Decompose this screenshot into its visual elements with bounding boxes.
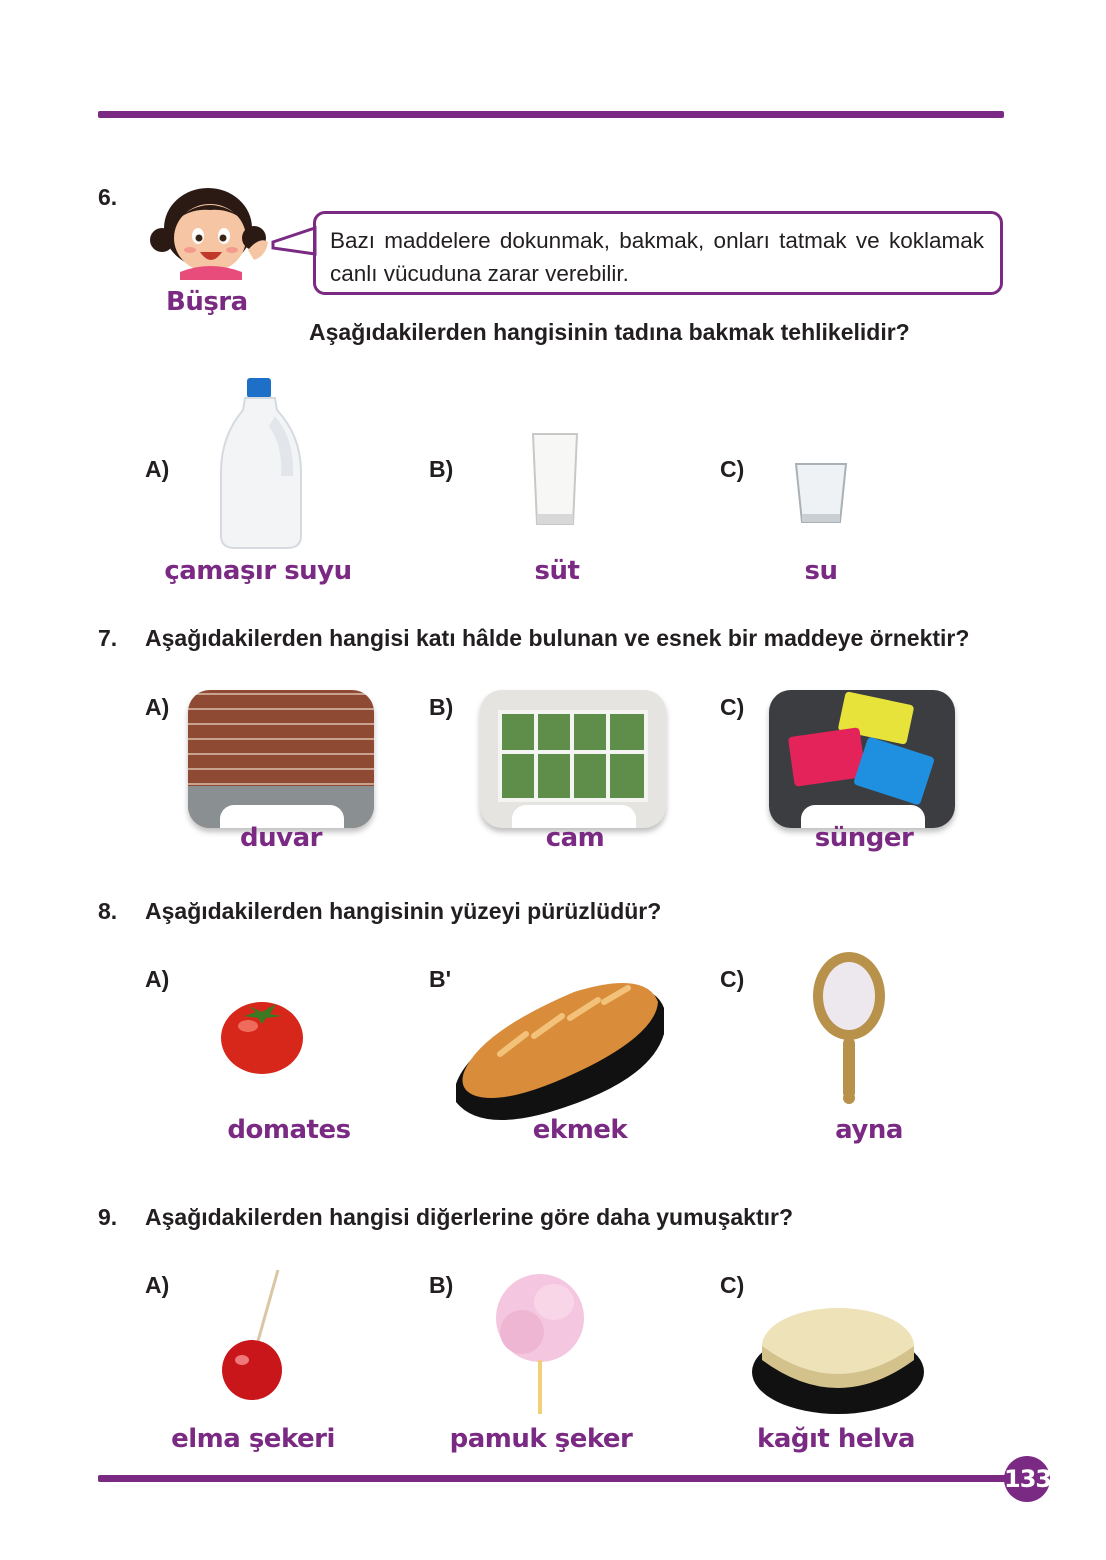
brick-wall-photo: [188, 690, 374, 828]
q7-option-a-label: duvar: [240, 823, 322, 853]
q9-option-c-label: kağıt helva: [757, 1424, 915, 1454]
q6-option-c-letter[interactable]: C): [720, 456, 745, 482]
girl-character-icon: [150, 180, 320, 280]
q6-option-b-label: süt: [534, 556, 580, 586]
q7-option-c-label: sünger: [814, 823, 914, 853]
q9-option-a-label: elma şekeri: [171, 1424, 335, 1454]
q8-option-c-label: ayna: [835, 1115, 903, 1145]
q7-option-c-letter[interactable]: C): [720, 694, 745, 720]
q9-option-b-letter[interactable]: B): [429, 1272, 454, 1298]
q7-option-b-label: cam: [545, 823, 605, 853]
hand-mirror-icon: [808, 948, 890, 1104]
water-glass-icon: [794, 462, 848, 524]
window-photo: [480, 690, 666, 828]
q8-option-a-letter[interactable]: A): [145, 966, 170, 992]
question-6-text: Aşağıdakilerden hangisinin tadına bakmak tehlikelidir?: [309, 319, 910, 345]
tomato-icon: [218, 990, 306, 1076]
speech-bubble: Bazı maddelere dokunmak, bakmak, onları tatmak ve koklamak canlı vücuduna zarar verebilir.: [313, 211, 1003, 295]
q8-option-b-label: ekmek: [532, 1115, 628, 1145]
q6-option-b-letter[interactable]: B): [429, 456, 454, 482]
question-8-text: Aşağıdakilerden hangisinin yüzeyi pürüzlüdür?: [145, 898, 662, 924]
q7-option-b-letter[interactable]: B): [429, 694, 454, 720]
bread-icon: [450, 972, 666, 1122]
page-number: 133: [1004, 1456, 1050, 1502]
bleach-bottle-icon: [215, 376, 307, 550]
milk-glass-icon: [530, 432, 580, 528]
q9-option-c-letter[interactable]: C): [720, 1272, 745, 1298]
q8-option-c-letter[interactable]: C): [720, 966, 745, 992]
question-7-text: Aşağıdakilerden hangisi katı hâlde bulunan ve esnek bir maddeye örnektir?: [145, 625, 970, 651]
question-9-number: 9.: [98, 1204, 118, 1230]
q9-option-b-label: pamuk şeker: [449, 1424, 633, 1454]
question-6-number: 6.: [98, 184, 118, 210]
q6-option-c-label: su: [804, 556, 838, 586]
q9-option-a-letter[interactable]: A): [145, 1272, 170, 1298]
q7-option-a-letter[interactable]: A): [145, 694, 170, 720]
sponges-photo: [769, 690, 955, 828]
q8-option-b-letter[interactable]: B': [429, 966, 452, 992]
q8-option-a-label: domates: [227, 1115, 351, 1145]
candy-apple-icon: [220, 1268, 286, 1404]
top-divider: [98, 111, 1004, 118]
bottom-divider: [98, 1475, 1008, 1482]
question-9-text: Aşağıdakilerden hangisi diğerlerine göre daha yumuşaktır?: [145, 1204, 794, 1230]
question-7-number: 7.: [98, 625, 118, 651]
q6-option-a-letter[interactable]: A): [145, 456, 170, 482]
q6-option-a-label: çamaşır suyu: [164, 556, 352, 586]
wafer-helva-icon: [750, 1298, 926, 1416]
character-name: Büşra: [166, 287, 248, 317]
cotton-candy-icon: [492, 1272, 588, 1416]
question-8-number: 8.: [98, 898, 118, 924]
